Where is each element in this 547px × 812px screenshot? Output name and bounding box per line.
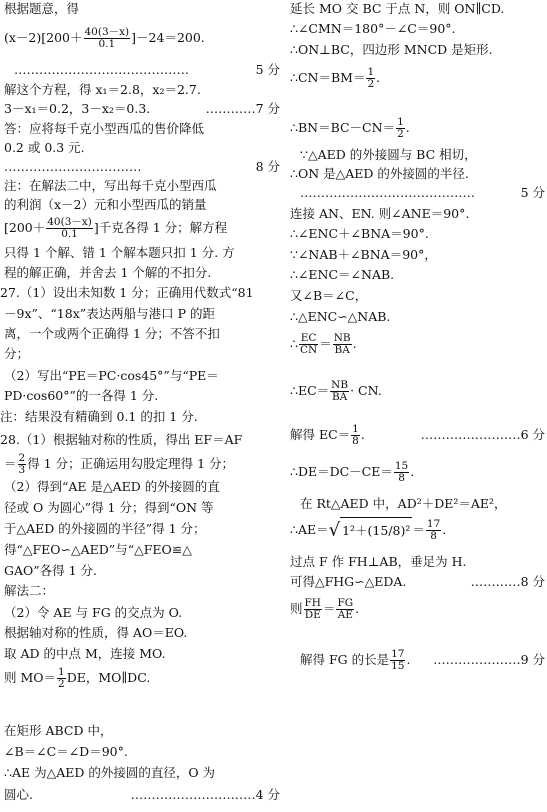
equation-part: ∴ bbox=[290, 336, 298, 351]
text-line: 圆心. bbox=[4, 787, 33, 802]
fraction-denominator: 2 bbox=[58, 678, 65, 690]
fraction bbox=[299, 333, 318, 356]
score-mark: …………………9 分 bbox=[433, 652, 545, 667]
equation-part: 则 bbox=[290, 601, 303, 616]
text-line: ∴ON⊥BC，四边形 MNCD 是矩形. bbox=[290, 42, 493, 57]
square-root bbox=[329, 517, 413, 544]
equation-part: . bbox=[406, 652, 411, 667]
equation-line bbox=[286, 66, 547, 90]
text-line: 分； bbox=[4, 346, 30, 361]
equation-line bbox=[286, 116, 547, 140]
fraction-denominator: 8 bbox=[398, 472, 405, 484]
fraction-numerator: 15 bbox=[394, 460, 409, 472]
equation-part: ]－24＝200. bbox=[131, 30, 205, 45]
text-line: 根据题意，得 bbox=[4, 1, 80, 16]
score-mark: 5 分 bbox=[520, 185, 545, 200]
text-line: ∴AE 为△AED 的外接圆的直径，O 为 bbox=[4, 765, 216, 780]
text-line: 注：结果没有精确到 0.1 的扣 1 分. bbox=[0, 409, 198, 424]
fraction-numerator: 40(3－x) bbox=[47, 216, 92, 228]
fraction bbox=[333, 333, 352, 356]
equation-part: . bbox=[352, 336, 357, 351]
fraction bbox=[426, 519, 441, 542]
text-line: ∠B＝∠C＝∠D＝90°. bbox=[4, 744, 128, 759]
radical-sign: √ bbox=[328, 519, 341, 541]
text-line: 得“△FEO∽△AED”与“△FEO≌△ bbox=[4, 542, 192, 557]
equation-line bbox=[286, 596, 547, 622]
fraction-denominator: AE bbox=[337, 609, 353, 621]
score-mark: ……………………6 分 bbox=[420, 427, 545, 442]
text-line: 解法二： bbox=[4, 583, 55, 598]
dots-line bbox=[0, 63, 282, 77]
fraction-numerator: 17 bbox=[391, 648, 405, 660]
fraction-denominator: 2 bbox=[397, 128, 404, 140]
score-mark: 8 分 bbox=[255, 159, 280, 174]
text-line: 延长 MO 交 BC 于点 N，则 ON∥CD. bbox=[290, 1, 505, 16]
text-line: 28.（1）根据轴对称的性质，得出 EF＝AF bbox=[0, 432, 243, 447]
equation-part: 则 MO＝ bbox=[4, 670, 57, 685]
equation-part: 解得 EC＝ bbox=[290, 427, 351, 442]
equation-part: ＝ bbox=[412, 522, 425, 537]
equation-part: . bbox=[405, 120, 410, 135]
text-line: 答：应将每千克小型西瓜的售价降低 bbox=[4, 121, 205, 136]
fraction-denominator: 0.1 bbox=[98, 38, 116, 50]
text-line: 根据轴对称的性质，得 AO＝EO. bbox=[4, 625, 188, 640]
equation-part: . bbox=[360, 427, 365, 442]
text-line: ∵△AED 的外接圆与 BC 相切， bbox=[300, 147, 477, 162]
text-line: 径或 O 为圆心”得 1 分；得到“ON 等 bbox=[4, 500, 214, 515]
fraction-denominator: 8 bbox=[352, 435, 359, 447]
fraction-numerator: FH bbox=[304, 597, 321, 609]
text-line: 于△AED 的外接圆的半径”得 1 分； bbox=[4, 521, 206, 536]
equation-part: ]千克各得 1 分；解方程 bbox=[93, 220, 228, 235]
text-line: 27.（1）设出未知数 1 分；正确用代数式“81 bbox=[0, 285, 254, 300]
fraction-numerator: 1 bbox=[352, 423, 359, 435]
radicand: 1²＋(15/8)² bbox=[340, 517, 412, 544]
equation-part: ∴CN＝BM＝ bbox=[290, 70, 366, 85]
fraction bbox=[18, 453, 27, 476]
equation-part: DE，MO∥DC. bbox=[66, 670, 151, 685]
fraction bbox=[336, 598, 354, 621]
fraction bbox=[390, 649, 405, 672]
equation-part: ＝ bbox=[322, 601, 336, 616]
fraction-denominator: CN bbox=[299, 344, 318, 356]
equation-part: ∴AE＝ bbox=[290, 522, 329, 537]
text-line: 连接 AN、EN. 则∠ANE＝90°. bbox=[290, 206, 470, 221]
equation-part: . bbox=[376, 70, 381, 85]
text-line: ∴△ENC∽△NAB. bbox=[290, 309, 391, 324]
text-line: PD·cos60°”的一各得 1 分. bbox=[4, 388, 159, 403]
fraction bbox=[330, 380, 349, 403]
score-mark: …………8 分 bbox=[470, 574, 545, 589]
text-line: 的利润（x－2）元和小型西瓜的销量 bbox=[4, 197, 207, 212]
equation-part: ∴DE＝DC－CE＝ bbox=[290, 464, 393, 479]
equation-part: [200＋ bbox=[4, 220, 46, 235]
equation-part: 得 1 分；正确运用勾股定理得 1 分； bbox=[27, 456, 235, 471]
text-line: （2）写出“PE＝PC·cos45°”与“PE＝ bbox=[4, 368, 219, 383]
equation-line bbox=[286, 460, 547, 484]
equation-line bbox=[286, 378, 547, 404]
equation-line bbox=[0, 666, 282, 690]
text-line: 解这个方程，得 x₁＝2.8，x₂＝2.7. bbox=[4, 82, 201, 97]
dots-line bbox=[0, 160, 282, 174]
fraction-denominator: 3 bbox=[18, 464, 26, 476]
text-line: 可得△FHG∽△EDA. bbox=[290, 574, 407, 589]
fraction-numerator: NB bbox=[333, 332, 351, 344]
text-line: 离，一个或两个正确得 1 分；不答不扣 bbox=[4, 326, 220, 341]
text-line: 0.2 或 0.3 元. bbox=[4, 140, 85, 155]
equation-part: . bbox=[355, 601, 360, 616]
text-line: 3－x₁＝0.2，3－x₂＝0.3. bbox=[4, 101, 151, 116]
score-mark: …………………………4 分 bbox=[130, 787, 280, 802]
fraction-numerator: 1 bbox=[58, 666, 65, 678]
fraction-numerator: 2 bbox=[18, 452, 26, 464]
fraction bbox=[351, 424, 360, 447]
text-line: 只得 1 个解、错 1 个解本题只扣 1 分. 方 bbox=[4, 245, 235, 260]
text-line: 程的解正确，并舍去 1 个解的不扣分. bbox=[4, 265, 212, 280]
text-line: ∴∠ENC＋∠BNA＝90°. bbox=[290, 226, 429, 241]
leader-dots: …………………………… bbox=[4, 159, 142, 174]
fraction bbox=[396, 117, 405, 140]
fraction bbox=[84, 27, 131, 50]
text-line: ∴∠CMN＝180°－∠C＝90°. bbox=[290, 21, 456, 36]
equation-line bbox=[286, 517, 547, 543]
fraction-numerator: NB bbox=[331, 379, 349, 391]
fraction-numerator: EC bbox=[300, 332, 317, 344]
text-line: （2）令 AE 与 FG 的交点为 O. bbox=[4, 605, 183, 620]
text-line: 取 AD 的中点 M，连接 MO. bbox=[4, 646, 166, 661]
fraction bbox=[46, 217, 93, 240]
score-mark: 5 分 bbox=[255, 62, 280, 77]
text-line: ∵∠NAB＋∠BNA＝90°， bbox=[290, 247, 437, 262]
text-line: GAO”各得 1 分. bbox=[4, 563, 98, 578]
dots-line bbox=[286, 186, 547, 200]
fraction bbox=[394, 461, 409, 484]
equation-part: ＝ bbox=[4, 456, 17, 471]
fraction bbox=[366, 67, 375, 90]
equation-part: . bbox=[442, 522, 447, 537]
fraction-denominator: DE bbox=[304, 609, 321, 621]
text-line: －9x”、“18x”表达两船与港口 P 的距 bbox=[4, 306, 215, 321]
fraction-denominator: 0.1 bbox=[61, 228, 78, 240]
text-line: 过点 F 作 FH⊥AB，垂足为 H. bbox=[290, 554, 467, 569]
fraction bbox=[304, 598, 322, 621]
equation-line bbox=[0, 452, 282, 476]
score-mark: …………7 分 bbox=[205, 101, 280, 116]
equation-part: · CN. bbox=[350, 383, 382, 398]
fraction-numerator: 1 bbox=[397, 116, 404, 128]
fraction-numerator: FG bbox=[337, 597, 354, 609]
leader-dots: …………………………………… bbox=[14, 62, 189, 77]
text-line: 在 Rt△AED 中，AD²＋DE²＝AE²， bbox=[300, 496, 507, 511]
equation-line bbox=[0, 27, 282, 49]
equation-part: 解得 FG 的长是 bbox=[300, 652, 390, 667]
text-line: 在矩形 ABCD 中， bbox=[4, 723, 113, 738]
text-line: 又∠B＝∠C， bbox=[290, 288, 368, 303]
leader-dots: …………………………………… bbox=[300, 185, 475, 200]
fraction-denominator: 15 bbox=[391, 660, 405, 672]
text-line: （2）得到“AE 是△AED 的外接圆的直 bbox=[4, 479, 220, 494]
equation-part: . bbox=[410, 464, 415, 479]
fraction bbox=[57, 667, 66, 690]
fraction-denominator: 2 bbox=[367, 78, 375, 90]
fraction-numerator: 40(3－x) bbox=[84, 26, 130, 38]
fraction-denominator: 8 bbox=[430, 530, 437, 542]
fraction-numerator: 17 bbox=[426, 518, 441, 530]
fraction-denominator: BA bbox=[334, 344, 350, 356]
text-line: ∴ON 是△AED 的外接圆的半径. bbox=[290, 166, 469, 181]
equation-line bbox=[286, 331, 547, 357]
equation-part: ＝ bbox=[319, 336, 332, 351]
fraction-denominator: BA bbox=[331, 391, 348, 403]
equation-line bbox=[0, 215, 282, 241]
fraction-numerator: 1 bbox=[367, 66, 375, 78]
text-line: ∴∠ENC＝∠NAB. bbox=[290, 267, 395, 282]
text-line: 注：在解法二中，写出每千克小型西瓜 bbox=[4, 178, 217, 193]
equation-part: (x－2)[200＋ bbox=[4, 30, 83, 45]
equation-part: ∴EC＝ bbox=[290, 383, 330, 398]
equation-part: ∴BN＝BC－CN＝ bbox=[290, 120, 396, 135]
